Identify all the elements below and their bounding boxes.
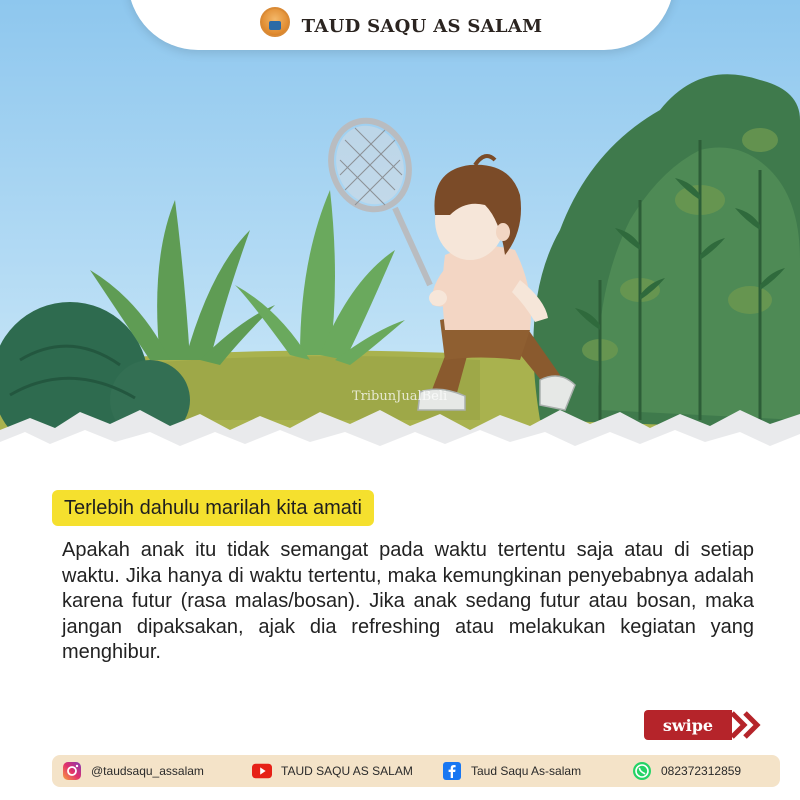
facebook-link[interactable] xyxy=(442,761,632,781)
social-footer xyxy=(52,755,780,787)
whatsapp-link[interactable] xyxy=(632,761,741,781)
school-logo-icon xyxy=(260,7,290,37)
watermark-text: TribunJualBeli xyxy=(352,389,448,404)
content-heading: Terlebih dahulu marilah kita amati xyxy=(52,490,374,526)
youtube-icon xyxy=(252,761,272,781)
facebook-icon xyxy=(442,761,462,781)
swipe-button[interactable] xyxy=(644,710,764,740)
whatsapp-icon xyxy=(632,761,652,781)
youtube-link[interactable] xyxy=(252,761,442,781)
swipe-label: swipe xyxy=(644,710,732,740)
header-banner xyxy=(128,0,674,50)
content-paragraph: Apakah anak itu tidak semangat pada waktu tertentu saja atau di setiap waktu. Jika hanya di waktu tertentu, maka kemungkinan penyebabnya adalah karena futur (rasa malas/bosan). Jika anak sedang futur atau bosan, maka jangan dipaksakan, ajak dia refreshing atau melakukan kegiatan yang menghibur. xyxy=(62,539,754,664)
facebook-page: Taud Saqu As-salam xyxy=(471,764,582,778)
instagram-icon xyxy=(62,761,82,781)
brand-name: TAUD SAQU AS SALAM xyxy=(301,16,543,37)
double-chevron-right-icon xyxy=(730,710,764,740)
instagram-handle: @taudsaqu_assalam xyxy=(91,764,204,778)
instagram-link[interactable] xyxy=(62,761,252,781)
youtube-channel: TAUD SAQU AS SALAM xyxy=(281,764,413,778)
whatsapp-number: 082372312859 xyxy=(661,764,742,778)
